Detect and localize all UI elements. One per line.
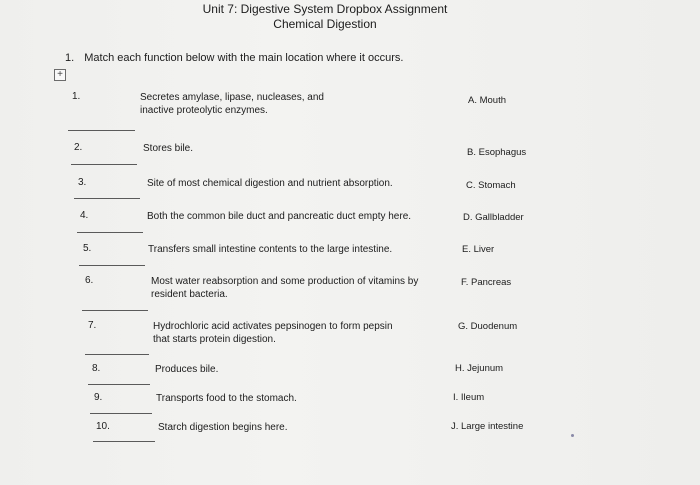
answer-blank[interactable] <box>71 164 137 165</box>
answer-blank[interactable] <box>79 265 145 266</box>
item-number: 2. <box>74 142 83 153</box>
answer-blank[interactable] <box>93 441 155 442</box>
item-number: 4. <box>80 210 89 221</box>
item-number: 10. <box>96 421 110 432</box>
function-text: Produces bile. <box>155 364 219 375</box>
option-stomach: C. Stomach <box>466 180 516 191</box>
option-jejunum: H. Jejunum <box>455 363 504 374</box>
item-number: 1. <box>72 91 81 102</box>
page-title: Unit 7: Digestive System Dropbox Assignment <box>202 2 448 16</box>
option-ileum: I. Ileum <box>453 392 485 403</box>
function-text: Stores bile. <box>143 143 194 154</box>
question-number: 1. <box>65 52 75 64</box>
answer-blank[interactable] <box>90 413 152 414</box>
option-mouth: A. Mouth <box>468 95 507 106</box>
item-number: 7. <box>88 320 97 331</box>
item-number: 3. <box>78 177 87 188</box>
answer-blank[interactable] <box>85 354 149 355</box>
function-text: Hydrochloric acid activates pepsinogen to form pepsin that starts protein digestion. <box>153 321 393 345</box>
cursor-dot-icon <box>571 434 574 437</box>
page-subtitle: Chemical Digestion <box>273 17 377 31</box>
item-number: 6. <box>85 275 94 286</box>
function-text: Transports food to the stomach. <box>156 393 297 404</box>
function-text: Secretes amylase, lipase, nucleases, and inactive proteolytic enzymes. <box>140 92 324 116</box>
question-prompt <box>65 52 403 64</box>
option-large-intestine: J. Large intestine <box>451 421 524 432</box>
function-text: Transfers small intestine contents to the large intestine. <box>148 244 393 255</box>
option-duodenum: G. Duodenum <box>458 321 518 332</box>
item-number: 9. <box>94 392 103 403</box>
option-liver: E. Liver <box>462 244 495 255</box>
answer-blank[interactable] <box>74 198 140 199</box>
function-text: Site of most chemical digestion and nutrient absorption. <box>147 178 393 189</box>
answer-blank[interactable] <box>77 232 143 233</box>
answer-blank[interactable] <box>88 384 150 385</box>
item-number: 8. <box>92 363 101 374</box>
expand-plus-icon[interactable]: + <box>54 69 66 81</box>
answer-blank[interactable] <box>82 310 148 311</box>
question-text: Match each function below with the main location where it occurs. <box>84 52 404 64</box>
option-esophagus: B. Esophagus <box>467 147 527 158</box>
function-text: Both the common bile duct and pancreatic duct empty here. <box>147 211 412 222</box>
function-text: Starch digestion begins here. <box>158 422 288 433</box>
item-number: 5. <box>83 243 92 254</box>
answer-blank[interactable] <box>68 130 135 131</box>
option-pancreas: F. Pancreas <box>461 277 512 288</box>
function-text: Most water reabsorption and some production of vitamins by resident bacteria. <box>151 276 419 300</box>
option-gallbladder: D. Gallbladder <box>463 212 524 223</box>
